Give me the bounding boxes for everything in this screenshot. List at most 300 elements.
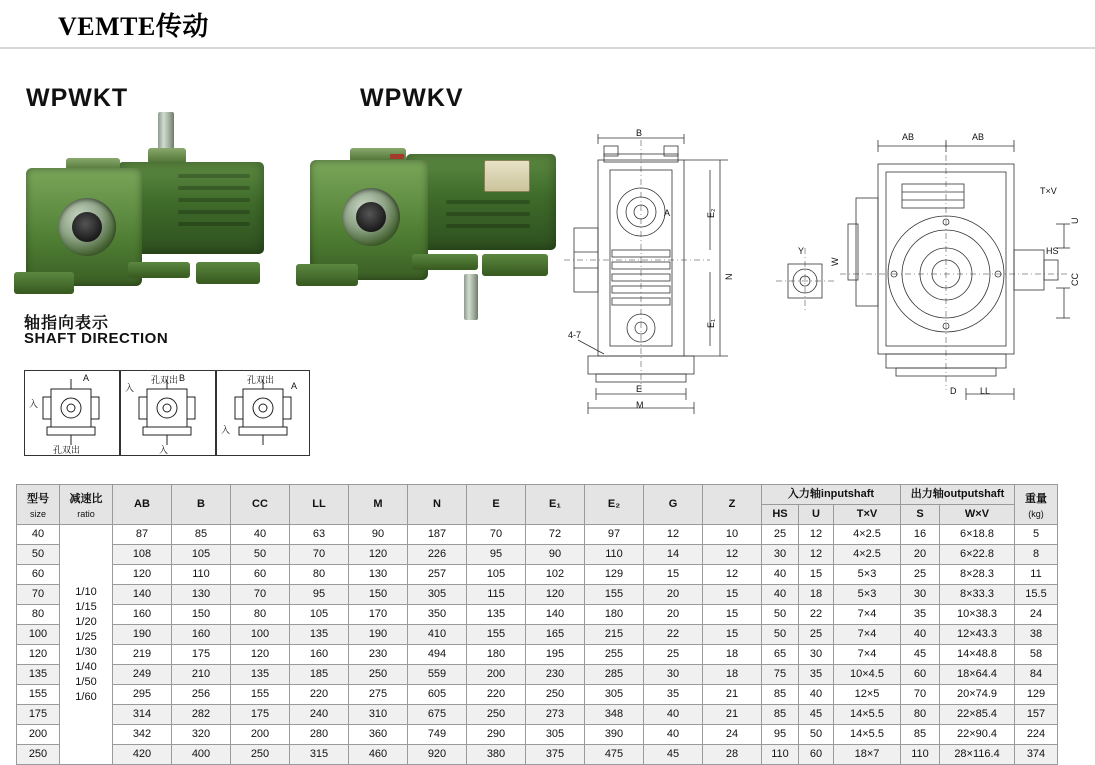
cell-b: 400	[172, 745, 231, 765]
header-cc: CC	[231, 485, 290, 525]
cell-e1: 305	[526, 725, 585, 745]
cell-b: 105	[172, 545, 231, 565]
cell-ll: 240	[290, 705, 349, 725]
cell-tv: 5×3	[834, 585, 901, 605]
header-input-group-cn: 入力轴	[787, 488, 821, 500]
header-u: U	[799, 505, 834, 525]
cell-e1: 140	[526, 605, 585, 625]
housing-rib	[178, 186, 250, 190]
cell-e1: 250	[526, 685, 585, 705]
cell-ab: 120	[113, 565, 172, 585]
shaft-direction-cell-c	[216, 370, 310, 456]
cell-cc: 175	[231, 705, 290, 725]
housing-rib	[178, 198, 250, 202]
cell-weight: 8	[1015, 545, 1058, 565]
cell-e1: 90	[526, 545, 585, 565]
table-row	[17, 725, 1058, 745]
cell-n: 350	[408, 605, 467, 625]
cell-weight: 157	[1015, 705, 1058, 725]
cell-n: 749	[408, 725, 467, 745]
cell-e: 70	[467, 525, 526, 545]
cell-b: 150	[172, 605, 231, 625]
table-row	[17, 665, 1058, 685]
header-input-group	[762, 485, 901, 505]
cell-hs: 85	[762, 705, 799, 725]
cell-e: 155	[467, 625, 526, 645]
housing-rib	[446, 212, 530, 216]
cell-ab: 314	[113, 705, 172, 725]
cell-cc: 135	[231, 665, 290, 685]
header-model	[17, 485, 60, 525]
cell-tv: 7×4	[834, 605, 901, 625]
cell-s: 16	[901, 525, 940, 545]
cell-m: 150	[349, 585, 408, 605]
cell-z: 21	[703, 705, 762, 725]
product-label-wpwkt: WPWKT	[26, 84, 129, 112]
cell-m: 190	[349, 625, 408, 645]
cell-u: 60	[799, 745, 834, 765]
cell-e2: 110	[585, 545, 644, 565]
output-shaft	[158, 112, 174, 152]
cell-ratio-merged	[60, 525, 113, 765]
cell-ab: 108	[113, 545, 172, 565]
housing-rib	[178, 210, 250, 214]
gearbox-image-wpwkv	[286, 118, 568, 324]
technical-drawing-side	[770, 128, 1080, 418]
cell-size: 50	[17, 545, 60, 565]
technical-drawing-front	[560, 128, 750, 422]
cell-e2: 475	[585, 745, 644, 765]
cell-m: 460	[349, 745, 408, 765]
cell-u: 30	[799, 645, 834, 665]
cell-b: 175	[172, 645, 231, 665]
ratio-5: 1/30	[75, 645, 97, 658]
cell-size: 135	[17, 665, 60, 685]
header-ratio-en: ratio	[77, 509, 95, 519]
cell-hs: 95	[762, 725, 799, 745]
header-weight-cn: 重量	[1025, 493, 1047, 505]
cell-g: 45	[644, 745, 703, 765]
cell-weight: 224	[1015, 725, 1058, 745]
mounting-base	[128, 262, 190, 278]
cell-s: 80	[901, 705, 940, 725]
cell-n: 257	[408, 565, 467, 585]
header-ratio	[60, 485, 113, 525]
mounting-base	[412, 254, 478, 270]
cell-e2: 255	[585, 645, 644, 665]
cell-ab: 190	[113, 625, 172, 645]
dim-label-u: U	[1070, 217, 1080, 224]
cell-wv: 8×28.3	[940, 565, 1015, 585]
cell-g: 15	[644, 565, 703, 585]
housing-rib	[178, 174, 250, 178]
header-model-en: size	[29, 509, 46, 519]
shaft-cell-in: 入	[125, 383, 135, 393]
header-ab: AB	[113, 485, 172, 525]
cell-hs: 25	[762, 525, 799, 545]
cell-size: 175	[17, 705, 60, 725]
cell-hs: 65	[762, 645, 799, 665]
cell-s: 85	[901, 725, 940, 745]
cell-z: 18	[703, 665, 762, 685]
cell-hs: 40	[762, 565, 799, 585]
cell-tv: 14×5.5	[834, 705, 901, 725]
nameplate	[484, 160, 530, 192]
cell-size: 200	[17, 725, 60, 745]
cell-n: 559	[408, 665, 467, 685]
cell-ab: 295	[113, 685, 172, 705]
cell-e1: 72	[526, 525, 585, 545]
cell-g: 35	[644, 685, 703, 705]
cell-b: 256	[172, 685, 231, 705]
shaft-cell-out: 孔双出	[53, 445, 81, 455]
dim-label-w: W	[830, 257, 840, 266]
dim-label-cc: CC	[1070, 273, 1080, 286]
cell-z: 24	[703, 725, 762, 745]
cell-tv: 7×4	[834, 625, 901, 645]
ratio-4: 1/25	[75, 630, 97, 643]
shaft-direction-title-en: SHAFT DIRECTION	[24, 330, 169, 347]
shaft-direction-title-cn: 轴指向表示	[24, 315, 110, 332]
table-row	[17, 585, 1058, 605]
cell-ll: 63	[290, 525, 349, 545]
cell-s: 40	[901, 625, 940, 645]
cell-u: 40	[799, 685, 834, 705]
cell-ll: 105	[290, 605, 349, 625]
cell-ab: 420	[113, 745, 172, 765]
cell-size: 120	[17, 645, 60, 665]
cell-z: 21	[703, 685, 762, 705]
header-tv: T×V	[834, 505, 901, 525]
cell-e2: 155	[585, 585, 644, 605]
shaft-direction-cell-b	[120, 370, 216, 456]
cell-e: 95	[467, 545, 526, 565]
cell-wv: 22×85.4	[940, 705, 1015, 725]
gearbox-image-wpwkt	[8, 112, 270, 294]
table-row	[17, 685, 1058, 705]
header-b: B	[172, 485, 231, 525]
housing-rib	[446, 224, 530, 228]
cell-ll: 135	[290, 625, 349, 645]
cell-n: 605	[408, 685, 467, 705]
cell-u: 45	[799, 705, 834, 725]
cell-wv: 20×74.9	[940, 685, 1015, 705]
cell-hs: 30	[762, 545, 799, 565]
cell-s: 30	[901, 585, 940, 605]
shaft-cell-letter: A	[291, 381, 298, 391]
header-weight	[1015, 485, 1058, 525]
cell-z: 18	[703, 645, 762, 665]
side-view-svg	[770, 128, 1080, 418]
header-s: S	[901, 505, 940, 525]
cell-tv: 18×7	[834, 745, 901, 765]
mounting-foot	[196, 262, 260, 284]
cell-e1: 120	[526, 585, 585, 605]
header-e: E	[467, 485, 526, 525]
cell-e1: 273	[526, 705, 585, 725]
dim-label-ab-right: AB	[972, 132, 985, 142]
cell-weight: 129	[1015, 685, 1058, 705]
dim-label-ab-left: AB	[902, 132, 915, 142]
cell-e: 200	[467, 665, 526, 685]
table-row	[17, 745, 1058, 765]
cell-e: 250	[467, 705, 526, 725]
cell-u: 25	[799, 625, 834, 645]
shaft-cell-letter: B	[179, 373, 186, 383]
dim-label-e: E	[636, 384, 643, 394]
dim-label-e2: E₂	[706, 208, 716, 218]
cell-e1: 230	[526, 665, 585, 685]
cell-z: 12	[703, 565, 762, 585]
cell-cc: 155	[231, 685, 290, 705]
cell-wv: 8×33.3	[940, 585, 1015, 605]
header-ratio-cn: 减速比	[69, 493, 103, 505]
cell-u: 50	[799, 725, 834, 745]
header-ll: LL	[290, 485, 349, 525]
table-row	[17, 565, 1058, 585]
ratio-3: 1/20	[75, 615, 97, 628]
cell-size: 70	[17, 585, 60, 605]
dim-label-n: N	[724, 273, 734, 280]
ratio-7: 1/50	[75, 675, 97, 688]
cell-s: 35	[901, 605, 940, 625]
header-output-group-en: outputshaft	[943, 488, 1005, 500]
cell-size: 40	[17, 525, 60, 545]
table-row	[17, 645, 1058, 665]
cell-m: 250	[349, 665, 408, 685]
dim-label-a: A	[664, 208, 671, 218]
cell-ll: 280	[290, 725, 349, 745]
cell-size: 80	[17, 605, 60, 625]
cell-wv: 18×64.4	[940, 665, 1015, 685]
cell-e2: 348	[585, 705, 644, 725]
cell-wv: 6×18.8	[940, 525, 1015, 545]
cell-m: 230	[349, 645, 408, 665]
cell-cc: 100	[231, 625, 290, 645]
cell-ll: 80	[290, 565, 349, 585]
cell-e1: 195	[526, 645, 585, 665]
page-title: VEMTE传动	[58, 12, 209, 41]
cell-e1: 375	[526, 745, 585, 765]
cell-b: 130	[172, 585, 231, 605]
shaft-cell-out: 孔双出	[247, 375, 275, 385]
shaft-cell-letter: A	[83, 373, 90, 383]
cell-n: 305	[408, 585, 467, 605]
cell-hs: 50	[762, 625, 799, 645]
cell-b: 210	[172, 665, 231, 685]
cell-ll: 220	[290, 685, 349, 705]
header-g: G	[644, 485, 703, 525]
cell-n: 410	[408, 625, 467, 645]
table-row	[17, 525, 1058, 545]
cell-hs: 50	[762, 605, 799, 625]
cell-ab: 219	[113, 645, 172, 665]
cell-e: 105	[467, 565, 526, 585]
ratio-2: 1/15	[75, 600, 97, 613]
shaft-cell-in: 入	[221, 425, 231, 435]
table-header	[17, 485, 1058, 525]
table-header-row-1	[17, 485, 1058, 505]
housing-rib	[446, 200, 530, 204]
cell-g: 20	[644, 605, 703, 625]
cell-wv: 22×90.4	[940, 725, 1015, 745]
cell-m: 130	[349, 565, 408, 585]
cell-size: 60	[17, 565, 60, 585]
cell-ll: 160	[290, 645, 349, 665]
table-row	[17, 605, 1058, 625]
cell-weight: 374	[1015, 745, 1058, 765]
cell-weight: 58	[1015, 645, 1058, 665]
cell-cc: 250	[231, 745, 290, 765]
cell-cc: 120	[231, 645, 290, 665]
cell-n: 187	[408, 525, 467, 545]
cell-e2: 390	[585, 725, 644, 745]
ratio-8: 1/60	[75, 690, 97, 703]
header-output-group	[901, 485, 1015, 505]
cell-n: 675	[408, 705, 467, 725]
dim-label-m: M	[636, 400, 644, 410]
cell-e: 180	[467, 645, 526, 665]
cell-z: 15	[703, 585, 762, 605]
cell-e: 135	[467, 605, 526, 625]
cell-tv: 10×4.5	[834, 665, 901, 685]
housing-rib	[178, 222, 250, 226]
dim-label-ll: LL	[980, 386, 991, 396]
cell-size: 250	[17, 745, 60, 765]
cell-cc: 70	[231, 585, 290, 605]
dim-label-e1: E₁	[706, 318, 716, 328]
dim-label-tv: T×V	[1040, 186, 1057, 196]
cell-e1: 102	[526, 565, 585, 585]
cell-u: 12	[799, 545, 834, 565]
cell-e2: 97	[585, 525, 644, 545]
cell-e: 290	[467, 725, 526, 745]
dim-label-d: D	[950, 386, 957, 396]
cell-g: 25	[644, 645, 703, 665]
cell-s: 110	[901, 745, 940, 765]
header-wv: W×V	[940, 505, 1015, 525]
cell-g: 40	[644, 725, 703, 745]
cell-ll: 185	[290, 665, 349, 685]
cell-cc: 200	[231, 725, 290, 745]
product-label-wpwkv: WPWKV	[360, 84, 464, 112]
table-row	[17, 625, 1058, 645]
header-z: Z	[703, 485, 762, 525]
mounting-foot	[482, 254, 548, 276]
cell-cc: 40	[231, 525, 290, 545]
cell-m: 90	[349, 525, 408, 545]
specification-table	[16, 484, 1058, 765]
header-n: N	[408, 485, 467, 525]
header-model-cn: 型号	[27, 493, 49, 505]
cell-ab: 342	[113, 725, 172, 745]
cell-n: 226	[408, 545, 467, 565]
cell-hs: 40	[762, 585, 799, 605]
cell-g: 12	[644, 525, 703, 545]
cell-z: 15	[703, 625, 762, 645]
ratio-6: 1/40	[75, 660, 97, 673]
cell-ll: 315	[290, 745, 349, 765]
cell-hs: 85	[762, 685, 799, 705]
cell-b: 320	[172, 725, 231, 745]
shaft-direction-cell-a	[24, 370, 120, 456]
cell-tv: 4×2.5	[834, 525, 901, 545]
cell-wv: 10×38.3	[940, 605, 1015, 625]
cell-e2: 285	[585, 665, 644, 685]
cell-ab: 249	[113, 665, 172, 685]
cell-u: 22	[799, 605, 834, 625]
cell-u: 15	[799, 565, 834, 585]
cell-e2: 129	[585, 565, 644, 585]
cell-weight: 24	[1015, 605, 1058, 625]
cell-z: 10	[703, 525, 762, 545]
cell-hs: 110	[762, 745, 799, 765]
cell-m: 170	[349, 605, 408, 625]
cell-b: 110	[172, 565, 231, 585]
cell-tv: 14×5.5	[834, 725, 901, 745]
mounting-foot	[14, 272, 74, 294]
cell-n: 494	[408, 645, 467, 665]
header-divider	[0, 47, 1095, 49]
shaft-cell-in2: 入	[159, 445, 169, 455]
shaft-cell-out: 孔双出	[151, 375, 179, 385]
header-input-group-en: inputshaft	[820, 488, 875, 500]
cell-m: 360	[349, 725, 408, 745]
mounting-foot	[296, 264, 358, 286]
cell-ll: 70	[290, 545, 349, 565]
cell-tv: 7×4	[834, 645, 901, 665]
table-row	[17, 545, 1058, 565]
cell-e2: 215	[585, 625, 644, 645]
header-output-group-cn: 出力轴	[910, 488, 944, 500]
cell-m: 275	[349, 685, 408, 705]
header-e1: E₁	[526, 485, 585, 525]
header-hs: HS	[762, 505, 799, 525]
cell-g: 40	[644, 705, 703, 725]
dim-label-4-7: 4-7	[568, 330, 582, 340]
shaft-direction-diagrams	[24, 370, 310, 456]
header-e2: E₂	[585, 485, 644, 525]
cell-weight: 5	[1015, 525, 1058, 545]
header-weight-en: (kg)	[1028, 509, 1044, 519]
cell-wv: 28×116.4	[940, 745, 1015, 765]
marking-red	[390, 154, 404, 159]
cell-wv: 6×22.8	[940, 545, 1015, 565]
cell-size: 100	[17, 625, 60, 645]
cell-ab: 140	[113, 585, 172, 605]
cell-u: 35	[799, 665, 834, 685]
cell-weight: 38	[1015, 625, 1058, 645]
cell-u: 12	[799, 525, 834, 545]
cell-s: 70	[901, 685, 940, 705]
cell-z: 15	[703, 605, 762, 625]
cell-s: 45	[901, 645, 940, 665]
table-row	[17, 705, 1058, 725]
cell-weight: 15.5	[1015, 585, 1058, 605]
cell-cc: 60	[231, 565, 290, 585]
cell-z: 28	[703, 745, 762, 765]
cell-n: 920	[408, 745, 467, 765]
cell-e: 380	[467, 745, 526, 765]
shaft-cell-in: 入	[29, 399, 39, 409]
cell-weight: 11	[1015, 565, 1058, 585]
cell-u: 18	[799, 585, 834, 605]
cell-hs: 75	[762, 665, 799, 685]
cell-b: 282	[172, 705, 231, 725]
cell-wv: 14×48.8	[940, 645, 1015, 665]
cell-tv: 12×5	[834, 685, 901, 705]
cell-tv: 4×2.5	[834, 545, 901, 565]
